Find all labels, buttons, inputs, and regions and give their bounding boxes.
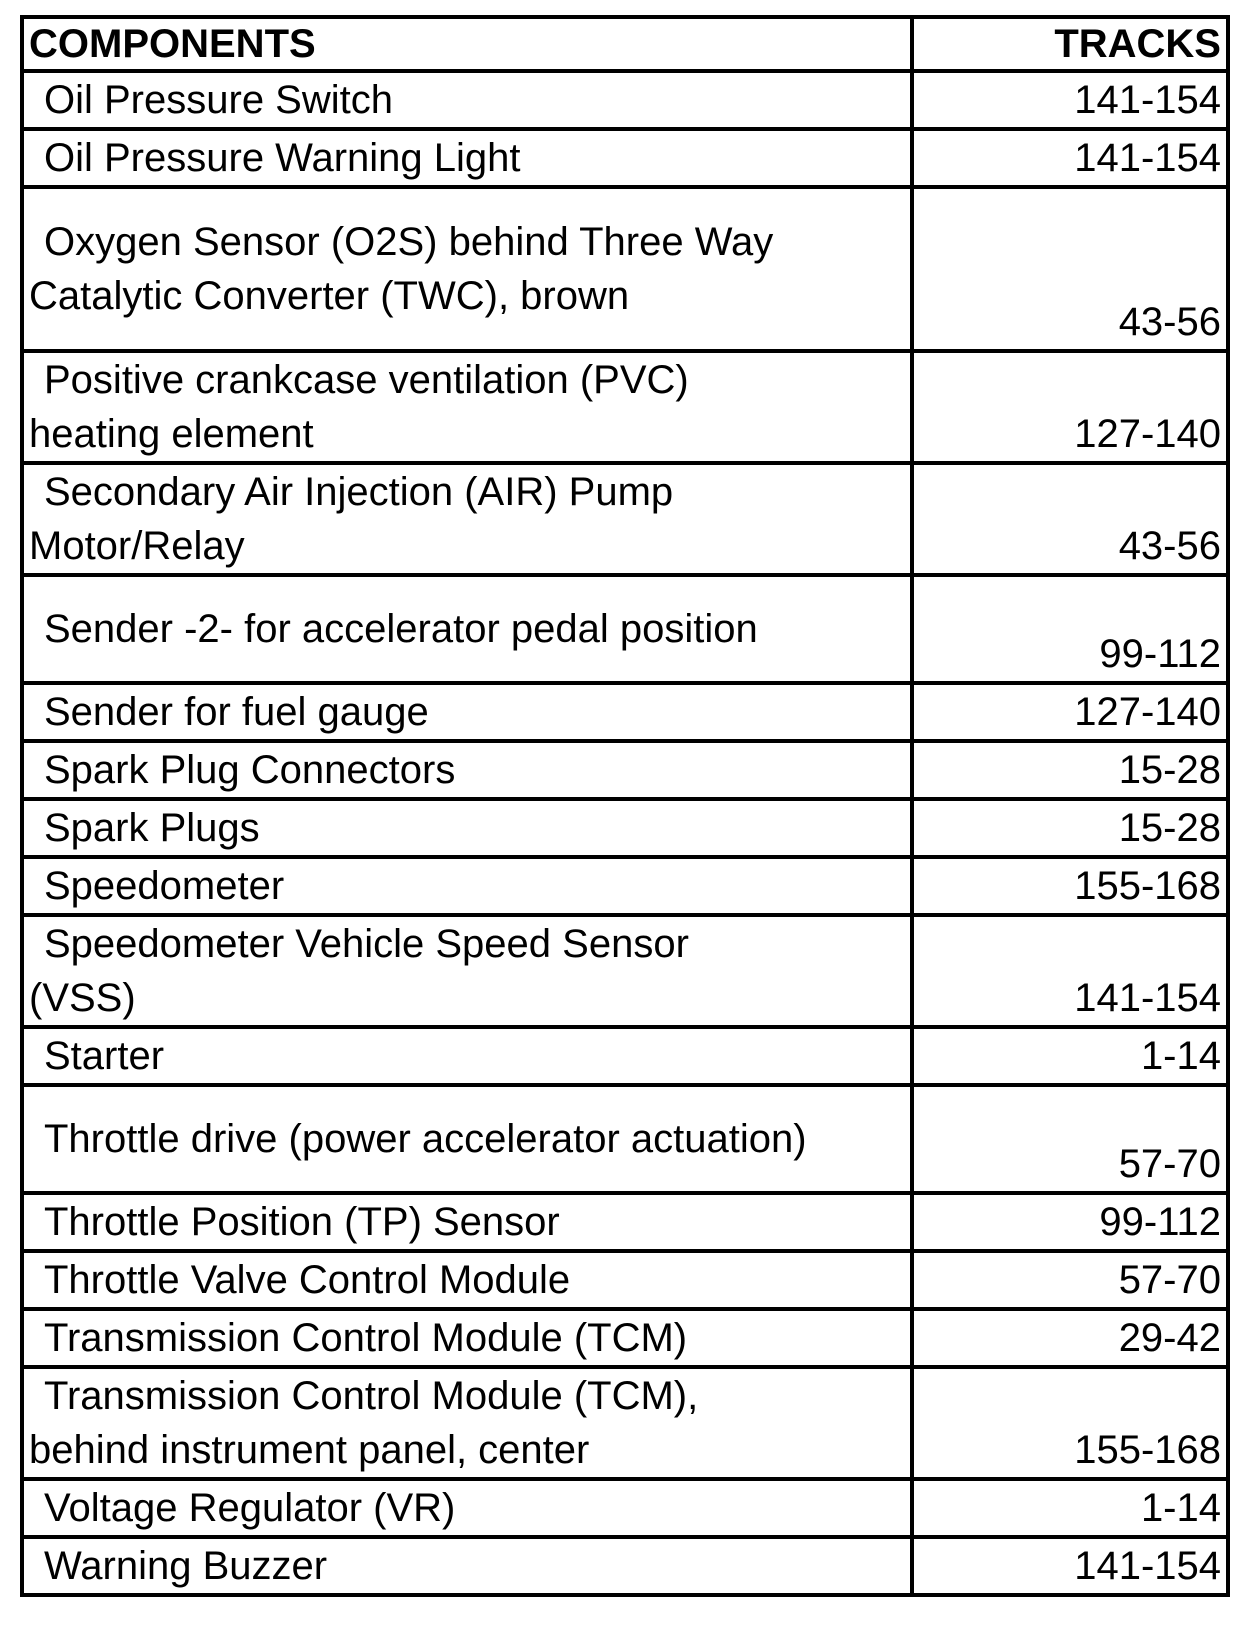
table-row: [22, 187, 1228, 351]
component-cell: [22, 129, 912, 187]
tracks-cell: 15-28: [912, 799, 1228, 857]
component-name-line: heating element: [29, 412, 314, 456]
tracks-cell: 141-154: [912, 71, 1228, 129]
tracks-cell: 141-154: [912, 915, 1228, 1027]
component-name-line: (VSS): [29, 976, 136, 1020]
tracks-cell: 155-168: [912, 857, 1228, 915]
table-row: [22, 1251, 1228, 1309]
component-name-line: Oil Pressure Switch: [44, 78, 393, 122]
table-row: [22, 575, 1228, 683]
component-cell: [22, 1027, 912, 1085]
component-name-line: Throttle drive (power accelerator actuation): [44, 1117, 807, 1161]
table-row: [22, 1027, 1228, 1085]
component-name-line: Sender for fuel gauge: [44, 690, 429, 734]
component-name-line: behind instrument panel, center: [29, 1428, 590, 1472]
table-row: [22, 683, 1228, 741]
table-row: [22, 1367, 1228, 1479]
component-cell: [22, 575, 912, 683]
tracks-cell: 141-154: [912, 129, 1228, 187]
component-cell: [22, 683, 912, 741]
tracks-cell: 1-14: [912, 1027, 1228, 1085]
components-tracks-table: [20, 15, 1230, 1597]
table-row: [22, 129, 1228, 187]
tracks-cell: 43-56: [912, 463, 1228, 575]
component-cell: [22, 1193, 912, 1251]
tracks-cell: 43-56: [912, 187, 1228, 351]
table-row: [22, 799, 1228, 857]
tracks-cell: 155-168: [912, 1367, 1228, 1479]
component-cell: [22, 857, 912, 915]
table-row: [22, 1309, 1228, 1367]
component-name-line: Catalytic Converter (TWC), brown: [29, 274, 630, 318]
component-name-line: Starter: [44, 1034, 165, 1078]
component-cell: [22, 351, 912, 463]
tracks-cell: 1-14: [912, 1479, 1228, 1537]
component-name-line: Voltage Regulator (VR): [44, 1486, 456, 1530]
component-name-line: Oxygen Sensor (O2S) behind Three Way: [44, 220, 774, 264]
component-name-line: Oil Pressure Warning Light: [44, 136, 521, 180]
component-cell: [22, 915, 912, 1027]
component-name-line: Throttle Position (TP) Sensor: [44, 1200, 560, 1244]
component-cell: [22, 463, 912, 575]
tracks-cell: 127-140: [912, 351, 1228, 463]
component-cell: [22, 71, 912, 129]
tracks-cell: 15-28: [912, 741, 1228, 799]
component-name-line: Throttle Valve Control Module: [44, 1258, 571, 1302]
table-row: [22, 915, 1228, 1027]
tracks-cell: 57-70: [912, 1251, 1228, 1309]
component-cell: [22, 1251, 912, 1309]
component-name-line: Transmission Control Module (TCM): [44, 1316, 688, 1360]
component-cell: [22, 187, 912, 351]
component-cell: [22, 1309, 912, 1367]
tracks-cell: 127-140: [912, 683, 1228, 741]
component-name-line: Speedometer Vehicle Speed Sensor: [44, 922, 689, 966]
component-cell: [22, 1085, 912, 1193]
components-header: COMPONENTS: [22, 17, 912, 71]
header-row: [22, 17, 1228, 71]
component-name-line: Positive crankcase ventilation (PVC): [44, 358, 689, 402]
table-row: [22, 857, 1228, 915]
tracks-cell: 99-112: [912, 575, 1228, 683]
component-cell: [22, 1537, 912, 1595]
table-row: [22, 1479, 1228, 1537]
table-row: [22, 1537, 1228, 1595]
component-cell: [22, 799, 912, 857]
component-cell: [22, 741, 912, 799]
component-name-line: Sender -2- for accelerator pedal position: [44, 607, 758, 651]
tracks-cell: 99-112: [912, 1193, 1228, 1251]
table-body: [22, 71, 1228, 1595]
component-name-line: Warning Buzzer: [44, 1544, 328, 1588]
table-row: [22, 463, 1228, 575]
component-name-line: Transmission Control Module (TCM),: [44, 1374, 699, 1418]
table-row: [22, 1193, 1228, 1251]
tracks-cell: 141-154: [912, 1537, 1228, 1595]
tracks-cell: 57-70: [912, 1085, 1228, 1193]
component-name-line: Speedometer: [44, 864, 285, 908]
component-name-line: Spark Plug Connectors: [44, 748, 456, 792]
component-name-line: Spark Plugs: [44, 806, 260, 850]
component-name-line: Motor/Relay: [29, 524, 245, 568]
component-cell: [22, 1479, 912, 1537]
table-row: [22, 71, 1228, 129]
tracks-cell: 29-42: [912, 1309, 1228, 1367]
component-cell: [22, 1367, 912, 1479]
table-row: [22, 741, 1228, 799]
table-row: [22, 1085, 1228, 1193]
component-name-line: Secondary Air Injection (AIR) Pump: [44, 470, 674, 514]
table-row: [22, 351, 1228, 463]
tracks-header: TRACKS: [912, 17, 1228, 71]
